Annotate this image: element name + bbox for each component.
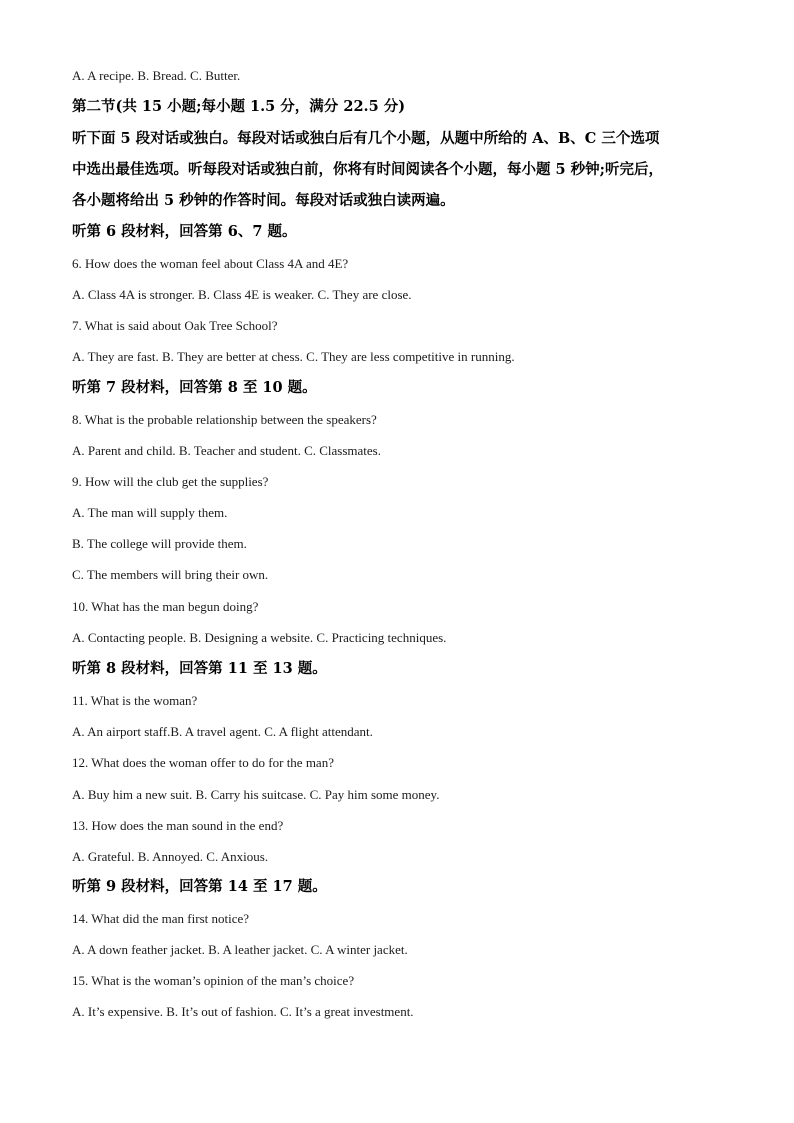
material-9-heading: 听第 9 段材料，回答第 14 至 17 题。	[72, 878, 327, 895]
material-8-heading: 听第 8 段材料，回答第 11 至 13 题。	[72, 660, 327, 677]
question-15-options: A. It’s expensive. B. It’s out of fashion. C. It’s a great investment.	[72, 1004, 414, 1019]
material-7-heading: 听第 7 段材料，回答第 8 至 10 题。	[72, 379, 317, 396]
question-13-options: A. Grateful. B. Annoyed. C. Anxious.	[72, 849, 269, 864]
question-10-options: A. Contacting people. B. Designing a website. C. Practicing techniques.	[72, 630, 447, 645]
question-15: 15. What is the woman’s opinion of the man’s choice?	[72, 973, 355, 988]
instructions-line-2: 中选出最佳选项。听每段对话或独白前，你将有时间阅读各个小题，每小题 5 秒钟;听完后，	[72, 161, 664, 178]
question-9-option-a: A. The man will supply them.	[72, 505, 228, 520]
question-7: 7. What is said about Oak Tree School?	[72, 318, 278, 333]
question-8: 8. What is the probable relationship between the speakers?	[72, 412, 377, 427]
question-8-options: A. Parent and child. B. Teacher and student. C. Classmates.	[72, 443, 381, 458]
question-9: 9. How will the club get the supplies?	[72, 474, 269, 489]
question-14-options: A. A down feather jacket. B. A leather jacket. C. A winter jacket.	[72, 942, 408, 957]
instructions-line-3: 各小题将给出 5 秒钟的作答时间。每段对话或独白读两遍。	[72, 192, 455, 209]
material-6-heading: 听第 6 段材料，回答第 6、7 题。	[72, 223, 297, 240]
question-9-option-b: B. The college will provide them.	[72, 536, 247, 551]
question-6: 6. How does the woman feel about Class 4A and 4E?	[72, 256, 349, 271]
question-10: 10. What has the man begun doing?	[72, 599, 259, 614]
question-11-options: A. An airport staff.B. A travel agent. C. A flight attendant.	[72, 724, 373, 739]
question-9-option-c: C. The members will bring their own.	[72, 567, 269, 582]
question-12-options: A. Buy him a new suit. B. Carry his suitcase. C. Pay him some money.	[72, 787, 440, 802]
question-14: 14. What did the man first notice?	[72, 911, 250, 926]
question-7-options: A. They are fast. B. They are better at chess. C. They are less competitive in running.	[72, 349, 515, 364]
question-6-options: A. Class 4A is stronger. B. Class 4E is weaker. C. They are close.	[72, 287, 412, 302]
question-12: 12. What does the woman offer to do for the man?	[72, 755, 334, 770]
question-5-options: A. A recipe. B. Bread. C. Butter.	[72, 68, 241, 83]
instructions-line-1: 听下面 5 段对话或独白。每段对话或独白后有几个小题，从题中所给的 A、B、C 三个选项	[72, 130, 660, 147]
question-11: 11. What is the woman?	[72, 693, 198, 708]
section-two-heading: 第二节(共 15 小题;每小题 1.5 分，满分 22.5 分)	[72, 98, 406, 115]
question-13: 13. How does the man sound in the end?	[72, 818, 284, 833]
